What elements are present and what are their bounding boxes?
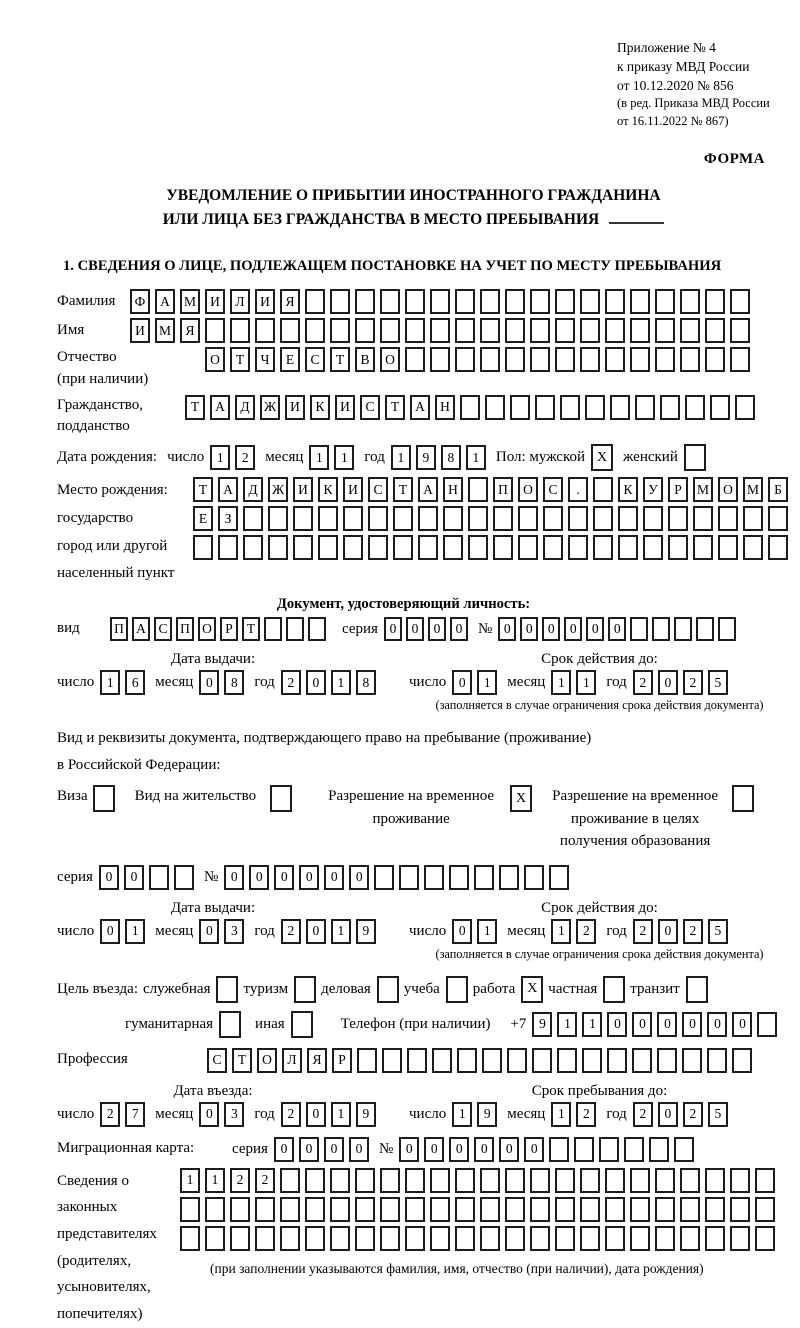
purpose-private-checkbox[interactable]: [603, 976, 625, 1003]
purpose-work-checkbox[interactable]: X: [521, 976, 543, 1003]
patronymic-label: Отчество (при наличии): [57, 349, 149, 387]
birth-day-cells[interactable]: 1 2: [210, 445, 255, 470]
birth-month-label: месяц: [265, 449, 304, 465]
purpose-private: частная: [548, 976, 625, 1003]
surname-row: [57, 289, 790, 314]
given-name-label: Имя: [57, 321, 85, 338]
doc-issue-year-cells[interactable]: 2 0 1 8: [281, 670, 376, 695]
option-temp-residence: Разрешение на временное проживание X: [320, 785, 532, 830]
representatives-note: (при заполнении указываются фамилия, имя, отчество (при наличии), дата рождения): [210, 1260, 704, 1276]
purpose-tourism: туризм: [243, 976, 316, 1003]
stay-day-cells[interactable]: 1 9: [452, 1102, 497, 1127]
residence-number-label: №: [203, 868, 219, 885]
purpose-work: работа X: [473, 976, 544, 1003]
residence-valid-note: (заполняется в случае ограничения срока действия документа): [435, 946, 764, 961]
sex-male-label: Пол: мужской: [495, 449, 586, 465]
entry-date-title: Дата въезда:: [173, 1082, 253, 1099]
migration-card-row: [57, 1137, 790, 1162]
migration-series-label: серия: [232, 1140, 268, 1157]
representatives-label: Сведения о законных представителях (родителях, усыновителях, попечителях): [57, 1172, 157, 1322]
stay-year-cells[interactable]: 2 0 2 5: [633, 1102, 728, 1127]
doc-number-label: №: [477, 620, 493, 637]
surname-label: Фамилия: [57, 292, 116, 309]
doc-issue-day-cells[interactable]: 1 6: [100, 670, 145, 695]
annex-block: [617, 38, 790, 131]
residence-doc-dates: Дата выдачи: число 0 1 месяц 0 3 год 2 0 1 9 Срок действия до: число 0 1 месяц 1 2 год 2 0 2 5 (заполняется в случае ограничения срока действия документа): [57, 900, 790, 962]
migration-number-label: №: [378, 1140, 394, 1157]
residence-valid-day-cells[interactable]: 0 1: [452, 919, 497, 944]
representatives-row3-cells[interactable]: [180, 1226, 775, 1251]
phone-label: Телефон (при наличии): [340, 1015, 491, 1032]
purpose-study: учеба: [404, 976, 468, 1003]
option-visa: Виза: [57, 785, 115, 812]
purpose-other-label: иная: [255, 1015, 285, 1032]
form-title-line-1: УВЕДОМЛЕНИЕ О ПРИБЫТИИ ИНОСТРАННОГО ГРАЖДАНИНА: [166, 186, 661, 204]
migration-series-cells[interactable]: 0 0 0 0: [274, 1137, 369, 1162]
doc-issue-date-title: Дата выдачи:: [170, 651, 256, 667]
given-name-row: [57, 318, 790, 343]
doc-series-label: серия: [342, 620, 378, 637]
annex-edition-line-1: (в ред. Приказа МВД России: [617, 96, 770, 111]
temp-residence-education-checkbox[interactable]: [732, 785, 754, 812]
birth-place-row1-cells[interactable]: Т А Д Ж И К И С Т А Н П О С . К У Р М О М Б: [193, 477, 788, 502]
identity-doc-heading: Документ, удостоверяющий личность:: [276, 596, 531, 612]
residence-issue-year-cells[interactable]: 2 0 1 9: [281, 919, 376, 944]
doc-series-cells[interactable]: 0 0 0 0: [384, 617, 468, 641]
doc-valid-until-title: Срок действия до:: [541, 651, 658, 667]
birth-place-row2-cells[interactable]: Е З: [193, 506, 788, 531]
birth-place-label: Место рождения: государство город или другой населенный пункт: [57, 482, 175, 582]
profession-cells[interactable]: С Т О Л Я Р: [207, 1048, 752, 1073]
option-temp-residence-education: Разрешение на временное проживание в целях получения образования: [546, 785, 754, 853]
doc-valid-day-cells[interactable]: 0 1: [452, 670, 497, 695]
birth-day-label: число: [167, 449, 205, 465]
form-title-line-2: ИЛИ ЛИЦА БЕЗ ГРАЖДАНСТВА В МЕСТО ПРЕБЫВАНИЯ: [37, 208, 790, 232]
birth-year-cells[interactable]: 1 9 8 1: [391, 445, 486, 470]
profession-label: Профессия: [57, 1051, 128, 1068]
doc-kind-label: вид: [57, 620, 80, 637]
migration-number-cells[interactable]: 0 0 0 0 0 0: [399, 1137, 694, 1162]
doc-kind-cells[interactable]: П А С П О Р Т: [110, 617, 326, 641]
purpose-study-checkbox[interactable]: [446, 976, 468, 1003]
residence-series-cells[interactable]: 0 0: [99, 865, 194, 890]
title-blank-line: [609, 222, 664, 224]
purpose-business: деловая: [321, 976, 399, 1003]
visa-checkbox[interactable]: [93, 785, 115, 812]
representatives-row2-cells[interactable]: [180, 1197, 775, 1222]
sex-female-label: женский: [623, 449, 678, 465]
residence-issue-day-cells[interactable]: 0 1: [100, 919, 145, 944]
patronymic-row: [57, 347, 790, 391]
annex-line-3: от 10.12.2020 № 856: [617, 78, 734, 94]
doc-valid-year-cells[interactable]: 2 0 2 5: [633, 670, 728, 695]
identity-doc-row: [57, 617, 790, 641]
entry-month-cells[interactable]: 0 3: [199, 1102, 244, 1127]
temp-residence-checkbox[interactable]: X: [510, 785, 532, 812]
surname-cells[interactable]: Ф А М И Л И Я: [130, 289, 750, 314]
given-name-cells[interactable]: И М Я: [130, 318, 750, 343]
residence-issue-date-title: Дата выдачи:: [170, 899, 256, 916]
sex-female-checkbox[interactable]: [684, 444, 706, 471]
birth-place-row: [57, 477, 790, 588]
purpose-other-checkbox[interactable]: [291, 1011, 313, 1038]
section1-heading: 1. СВЕДЕНИЯ О ЛИЦЕ, ПОДЛЕЖАЩЕМ ПОСТАНОВКЕ НА УЧЕТ ПО МЕСТУ ПРЕБЫВАНИЯ: [63, 258, 722, 274]
doc-valid-note: (заполняется в случае ограничения срока действия документа): [435, 698, 764, 712]
birth-date-label: Дата рождения:: [57, 448, 158, 465]
residence-permit-checkbox[interactable]: [270, 785, 292, 812]
purpose-business-checkbox[interactable]: [377, 976, 399, 1003]
citizenship-label: Гражданство, подданство: [57, 396, 144, 435]
purpose-humanitarian-checkbox[interactable]: [219, 1011, 241, 1038]
representatives-cellrows: [180, 1168, 775, 1277]
representatives-row1-cells[interactable]: 1 1 2 2: [180, 1168, 775, 1193]
purpose-transit-checkbox[interactable]: [686, 976, 708, 1003]
residence-doc-options: [57, 785, 790, 853]
doc-number-cells[interactable]: 0 0 0 0 0 0: [498, 617, 736, 641]
option-residence-permit: Вид на жительство: [135, 785, 292, 812]
phone-cells[interactable]: 9 1 1 0 0 0 0 0 0: [532, 1012, 777, 1037]
residence-valid-month-cells[interactable]: 1 2: [551, 919, 596, 944]
citizenship-row: [57, 395, 790, 439]
residence-series-row: [57, 865, 790, 890]
profession-row: [57, 1048, 790, 1073]
phone-row: [57, 1011, 790, 1038]
birth-year-label: год: [364, 449, 385, 465]
purpose-tourism-checkbox[interactable]: [294, 976, 316, 1003]
annex-edition-line-2: от 16.11.2022 № 867): [617, 114, 729, 129]
entry-day-cells[interactable]: 2 7: [100, 1102, 145, 1127]
annex-line-2: к приказу МВД России: [617, 59, 750, 75]
residence-issue-month-cells[interactable]: 0 3: [199, 919, 244, 944]
purpose-row: [57, 976, 790, 1003]
citizenship-cells[interactable]: Т А Д Ж И К И С Т А Н: [185, 395, 755, 420]
birth-date-row: [57, 444, 790, 471]
stay-until-title: Срок пребывания до:: [531, 1082, 668, 1099]
residence-series-label: серия: [57, 868, 93, 885]
phone-prefix: +7: [510, 1015, 527, 1032]
entry-year-cells[interactable]: 2 0 1 9: [281, 1102, 376, 1127]
birth-place-cellrows: [193, 477, 788, 564]
purpose-official-checkbox[interactable]: [216, 976, 238, 1003]
residence-valid-until-title: Срок действия до:: [541, 899, 658, 916]
patronymic-cells[interactable]: О Т Ч Е С Т В О: [205, 347, 750, 372]
doc-issue-month-cells[interactable]: 0 8: [199, 670, 244, 695]
birth-place-row3-cells[interactable]: [193, 535, 788, 560]
residence-number-cells[interactable]: 0 0 0 0 0 0: [224, 865, 569, 890]
form-title: [37, 184, 790, 232]
identity-doc-dates: Дата выдачи: число 1 6 месяц 0 8 год 2 0 1 8 Срок действия до: число 0 1 месяц 1 1 год 2 0 2 5 (заполняется в случае ограничения срока действия документа): [57, 651, 790, 713]
purpose-transit: транзит: [630, 976, 707, 1003]
doc-valid-month-cells[interactable]: 1 1: [551, 670, 596, 695]
form-word-label: ФОРМА: [703, 150, 765, 167]
purpose-official: служебная: [143, 976, 239, 1003]
migration-card-label: Миграционная карта:: [57, 1140, 195, 1157]
purpose-label: Цель въезда:: [57, 980, 138, 997]
representatives-row: [57, 1168, 790, 1328]
birth-month-cells[interactable]: 1 1: [309, 445, 354, 470]
residence-valid-year-cells[interactable]: 2 0 2 5: [633, 919, 728, 944]
annex-line-1: Приложение № 4: [617, 40, 716, 55]
sex-male-checkbox[interactable]: X: [591, 444, 613, 471]
entry-stay-dates: Дата въезда: число 2 7 месяц 0 3 год 2 0 1 9 Срок пребывания до: число 1 9 месяц 1 2 год 2 0 2 5: [57, 1083, 790, 1127]
stay-month-cells[interactable]: 1 2: [551, 1102, 596, 1127]
purpose-humanitarian-label: гуманитарная: [125, 1015, 214, 1032]
residence-doc-intro: Вид и реквизиты документа, подтверждающего право на пребывание (проживание) в Российской Федерации:: [57, 730, 592, 773]
